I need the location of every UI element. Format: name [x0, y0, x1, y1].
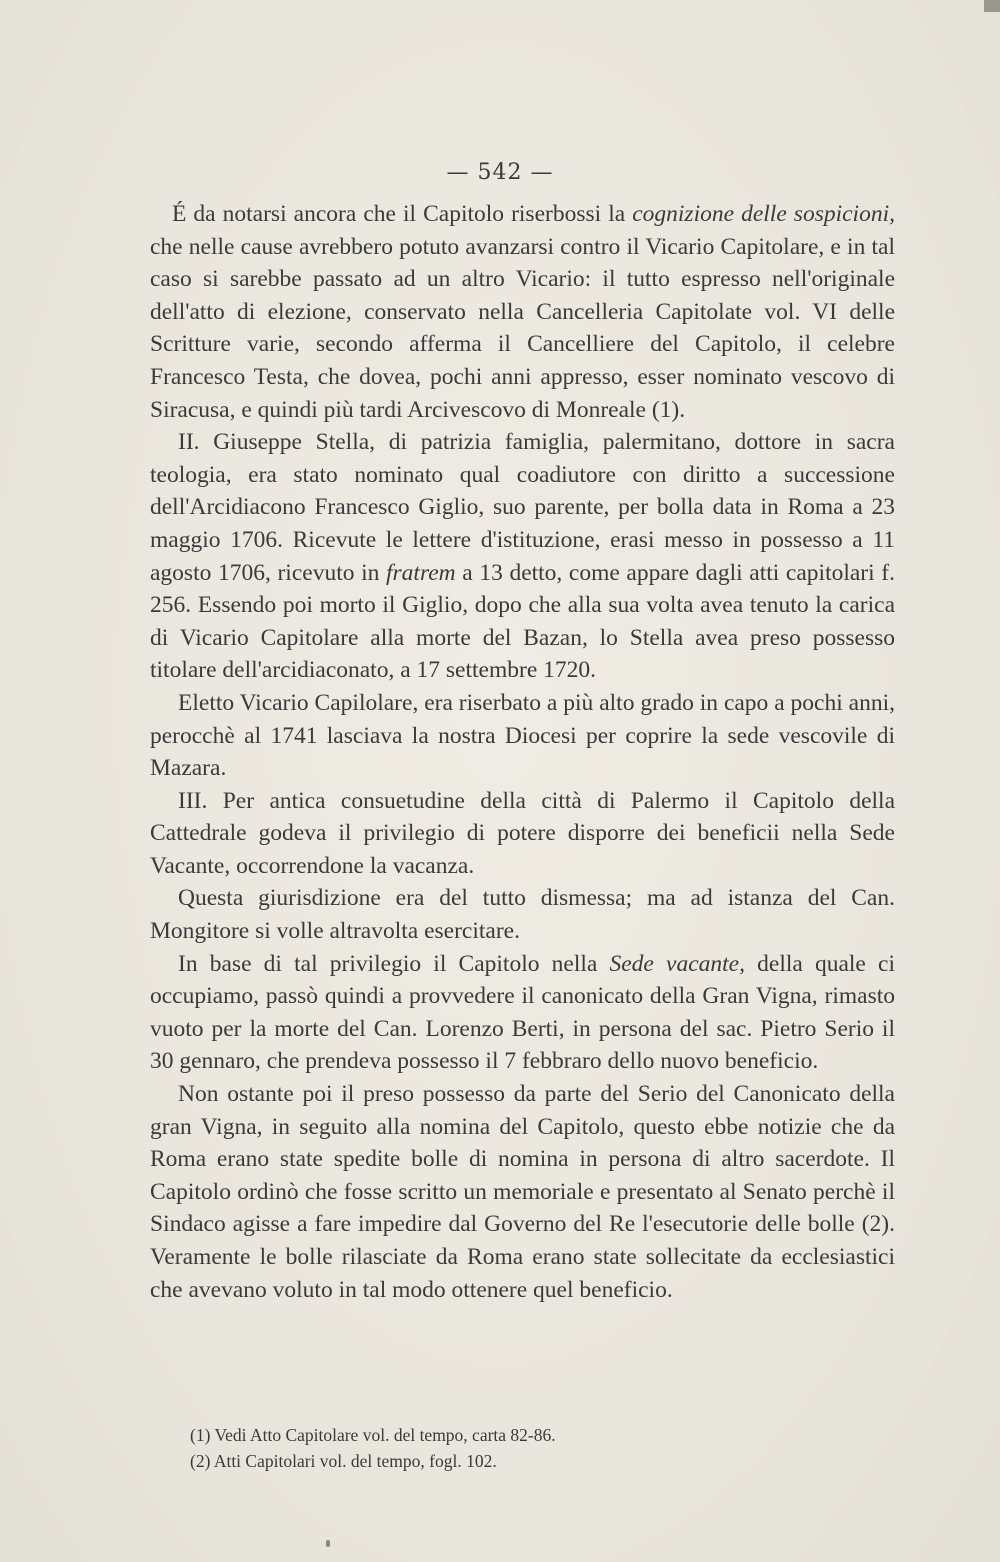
italic-run: Sede vacante, — [609, 950, 745, 977]
text-run: III. Per antica consuetudine della città di Palermo il Capitolo della Cattedrale godeva il privilegio di potere disporre dei beneficii nella Sede Vacante, occorrendone la vacanza. — [150, 787, 895, 879]
italic-run: cognizione delle sospicioni, — [632, 201, 895, 227]
paragraph-6 — [150, 948, 895, 1078]
paragraph-7 — [150, 1078, 895, 1306]
text-run: É da notarsi ancora che il Capitolo riserbossi la — [172, 201, 633, 227]
page-number: — 542 — — [446, 160, 554, 185]
paragraph-5 — [150, 882, 895, 947]
corner-mark — [984, 0, 1000, 12]
footnotes — [190, 1422, 870, 1474]
italic-run: fratrem — [386, 559, 456, 586]
text-run: In base di tal privilegio il Capitolo nella — [178, 950, 610, 977]
text-run: Questa giurisdizione era del tutto dismessa; ma ad istanza del Can. Mongitore si volle altravolta esercitare. — [150, 885, 895, 945]
body-text — [150, 198, 895, 1306]
paragraph-4 — [150, 785, 895, 883]
text-run: Non ostante poi il preso possesso da parte del Serio del Canonicato della gran Vigna, in seguito alla nomina del Capitolo, questo ebbe notizie che da Roma erano state spedite bolle di nomina in persona di altro sacerdote. Il Capitolo ordinò che fosse scritto un memoriale e presentato al Senato perchè il Sindaco agisse a fare impedire dal Governo del Re l'esecutorie delle bolle (2). Veramente le bolle rilasciate da Roma erano state sollecitate da ecclesiastici che avevano voluto in tal modo ottenere quel beneficio. — [150, 1081, 895, 1303]
text-run: che nelle cause avrebbero potuto avanzarsi contro il Vicario Capitolare, e in tal caso si sarebbe passato ad un altro Vicario: il tutto espresso nell'originale dell'atto di elezione, conservato nella Cancelleria Capitolate vol. VI delle Scritture varie, secondo afferma il Cancelliere del Capitolo, il celebre Francesco Testa, che dovea, pochi anni appresso, esser nominato vescovo di Siracusa, e quindi più tardi Arcivescovo di Monreale (1). — [150, 233, 895, 423]
paragraph-1 — [150, 198, 895, 426]
footnote-2: (2) Atti Capitolari vol. del tempo, fogl. 102. — [190, 1451, 497, 1471]
text-run: II. Giuseppe Stella, di patrizia famiglia, palermitano, dottore in sacra teologia, era stato nominato qual coadiutore con diritto a successione dell'Arcidiacono Francesco Giglio, suo parente, per bolla data in Roma a 23 maggio 1706. Ricevute le lettere d'istituzione, erasi messo in possesso a 11 agosto 1706, ricevuto in — [150, 429, 895, 586]
footnote-1: (1) Vedi Atto Capitolare vol. del tempo, carta 82-86. — [190, 1425, 556, 1445]
paper-speck — [326, 1540, 330, 1547]
paragraph-3 — [150, 687, 895, 785]
paragraph-2 — [150, 426, 895, 687]
text-run: Eletto Vicario Capilolare, era riserbato a più alto grado in capo a pochi anni, perocchè al 1741 lasciava la nostra Diocesi per coprire la sede vescovile di Mazara. — [150, 689, 895, 782]
text-run: della quale ci occupiamo, passò quindi a provvedere il canonicato della Gran Vigna, rimasto vuoto per la morte del Can. Lorenzo Berti, in persona del sac. Pietro Serio il 30 gennaro, che prendeva possesso il 7 febbraro dello nuovo beneficio. — [150, 950, 895, 1075]
text-run: a 13 detto, come appare dagli atti capitolari f. 256. Essendo poi morto il Giglio, dopo che alla sua volta avea tenuto la carica di Vicario Capitolare alla morte del Bazan, lo Stella avea preso possesso titolare dell'arcidiaconato, a 17 settembre 1720. — [150, 559, 895, 684]
